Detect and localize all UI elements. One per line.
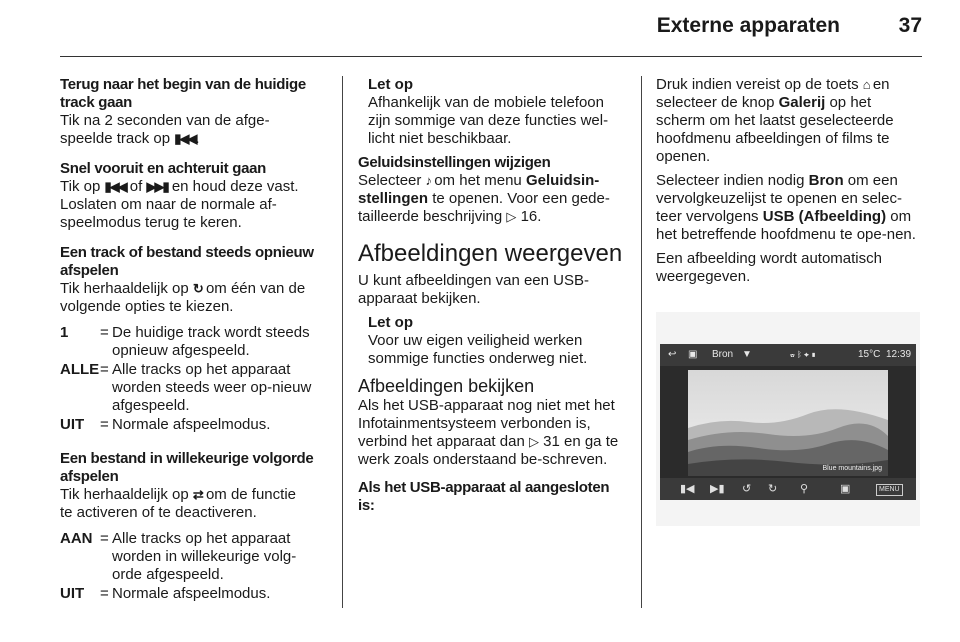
note-box (368, 314, 626, 368)
menu-button[interactable]: MENU (876, 484, 903, 496)
page-number: 37 (898, 14, 922, 37)
paragraph: Tik herhaaldelijk op ⇄ om de functie te activeren of te deactiveren. (60, 486, 296, 521)
note-title: Let op (368, 314, 413, 331)
photo-caption: Blue mountains.jpg (822, 465, 882, 472)
definition-list (60, 530, 326, 603)
paragraph: Druk indien vereist op de toets ⌂ en selecteer de knop Galerij op het scherm om het laatst geselecteerde hoofdmenu afbeeldingen of films te openen. (656, 76, 894, 165)
next-track-icon: ▶▶▮ (146, 179, 168, 194)
previous-icon[interactable]: ▮◀ (680, 483, 695, 495)
note-box (368, 76, 626, 148)
definition-list (60, 324, 326, 434)
gallery-icon: ▣ (688, 349, 698, 360)
photo-display (688, 370, 888, 476)
previous-track-icon: ▮◀◀ (104, 179, 126, 194)
subheading: Geluidsinstellingen wijzigen (358, 154, 551, 171)
note-title: Let op (368, 76, 413, 93)
subheading: Terug naar het begin van de huidige track gaan (60, 76, 306, 111)
repeat-icon: ↻ (192, 281, 202, 296)
screen-illustration (656, 312, 920, 526)
rotate-left-icon[interactable]: ↺ (742, 483, 752, 495)
definition-row: UIT = Normale afspeelmodus. (60, 585, 271, 602)
paragraph: Selecteer indien nodig Bron om een vervolgkeuzelijst te openen en selec-teer vervolgens USB (Afbeelding) om het betreffende hoofdmenu te ope-nen. (656, 172, 916, 243)
previous-track-icon: ▮◀◀ (174, 131, 196, 146)
header-rule (60, 56, 922, 57)
home-icon: ⌂ (862, 77, 869, 92)
definition-row: 1 = De huidige track wordt steeds opnieuw afgespeeld. (60, 324, 310, 359)
paragraph: Een afbeelding wordt automatisch weergegeven. (656, 250, 882, 285)
section-title: Afbeeldingen weergeven (358, 240, 623, 267)
rotate-right-icon[interactable]: ↻ (768, 483, 778, 495)
sound-settings-icon: ♪ (425, 173, 431, 188)
mountain-photo (688, 370, 888, 476)
page-ref-icon: ▷ (506, 209, 517, 224)
infotainment-screen (660, 344, 916, 500)
screen-top-bar (660, 344, 916, 366)
page-ref-icon: ▷ (528, 434, 539, 449)
zoom-icon[interactable]: ⚲ (800, 483, 809, 495)
note-text: Voor uw eigen veiligheid werken sommige functies onderweg niet. (368, 332, 588, 367)
clock: 12:39 (886, 349, 912, 360)
slideshow-icon[interactable]: ▣ (840, 483, 851, 495)
subsection-title: Afbeeldingen bekijken (358, 376, 535, 396)
definition-row: AAN = Alle tracks op het apparaat worden in willekeurige volg-orde afgespeeld. (60, 530, 297, 583)
subheading: Een track of bestand steeds opnieuw afspelen (60, 244, 314, 279)
subheading: Snel vooruit en achteruit gaan (60, 160, 267, 177)
paragraph: Tik na 2 seconden van de afge- speelde track op ▮◀◀. (60, 112, 270, 147)
chevron-down-icon: ▼ (742, 349, 752, 360)
definition-row: ALLE = Alle tracks op het apparaat worden steeds weer op-nieuw afgespeeld. (60, 361, 312, 414)
source-label: Bron (712, 349, 734, 360)
column-3 (656, 76, 924, 296)
paragraph: Als het USB-apparaat nog niet met het Infotainmentsysteem verbonden is, verbind het apparaat dan ▷ 31 en ga te werk zoals onderstaand be-schreven. (358, 397, 619, 468)
next-icon[interactable]: ▶▮ (710, 483, 725, 495)
subheading: Een bestand in willekeurige volgorde afspelen (60, 450, 314, 485)
page-title: Externe apparaten (656, 14, 840, 37)
column-divider (342, 76, 343, 608)
screen-bottom-bar (660, 478, 916, 500)
paragraph: Tik op ▮◀◀ of ▶▶▮ en houd deze vast. Loslaten om naar de normale af- speelmodus terug te keren. (60, 178, 299, 231)
column-2 (358, 76, 626, 515)
column-1 (60, 76, 326, 604)
note-text: Afhankelijk van de mobiele telefoon zijn sommige van deze functies wel-licht niet beschikbaar. (368, 94, 609, 147)
paragraph: Selecteer ♪ om het menu Geluidsin-stellingen te openen. Voor een gede-tailleerde beschrijving ▷ 16. (358, 172, 610, 225)
subheading: Als het USB-apparaat al aangesloten is: (358, 479, 610, 514)
back-icon: ↩ (668, 349, 677, 360)
definition-row: UIT = Normale afspeelmodus. (60, 416, 271, 433)
column-divider (641, 76, 642, 608)
paragraph: U kunt afbeeldingen van een USB-apparaat bekijken. (358, 272, 589, 307)
temperature: 15°C (858, 349, 881, 360)
paragraph: Tik herhaaldelijk op ↻ om één van de volgende opties te kiezen. (60, 280, 306, 315)
shuffle-icon: ⇄ (192, 487, 202, 502)
status-icons: ☎ ᛒ ✦ ▮ (790, 350, 816, 359)
